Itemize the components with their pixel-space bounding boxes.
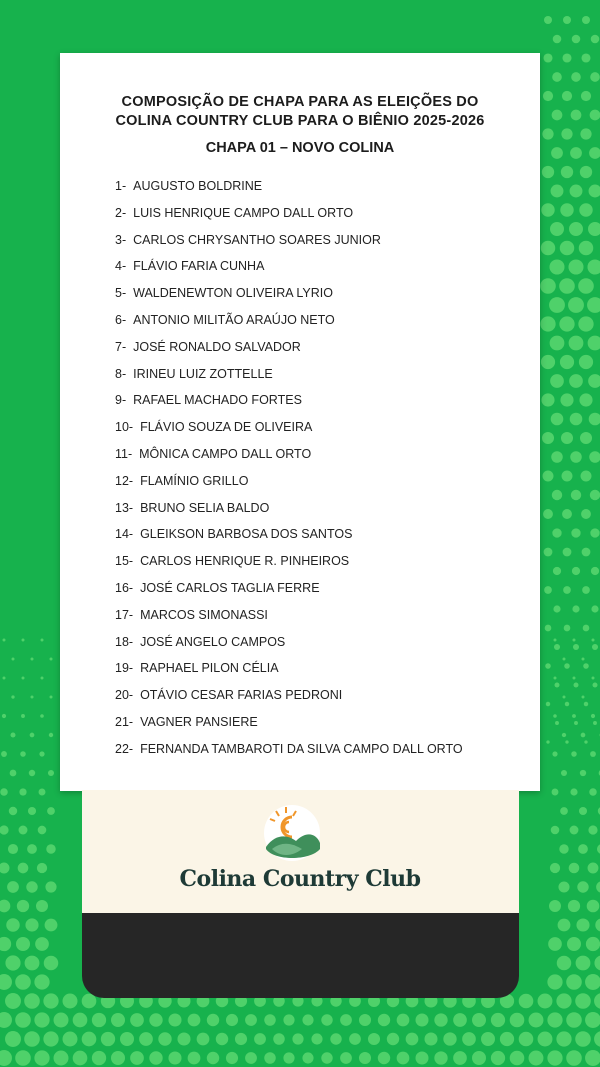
member-number: 19- xyxy=(115,661,134,676)
member-list-item xyxy=(115,420,312,434)
member-name: FERNANDA TAMBAROTI DA SILVA CAMPO DALL ORTO xyxy=(140,741,463,756)
dark-bottom-bar xyxy=(82,913,519,998)
member-name: LUIS HENRIQUE CAMPO DALL ORTO xyxy=(133,205,354,220)
member-number: 16- xyxy=(115,581,134,595)
member-number: 21- xyxy=(115,715,134,729)
title-line-1: COMPOSIÇÃO DE CHAPA PARA AS ELEIÇÕES DO xyxy=(121,94,479,110)
member-list-item xyxy=(115,608,268,622)
member-list-item xyxy=(115,286,333,300)
member-number: 18- xyxy=(115,634,134,649)
member-name: RAPHAEL PILON CÉLIA xyxy=(140,661,279,676)
member-list-item xyxy=(115,742,463,756)
member-list-item xyxy=(115,340,301,354)
member-list-item xyxy=(115,206,353,220)
member-list-item xyxy=(115,715,258,729)
member-list-item xyxy=(115,259,264,273)
member-number: 2- xyxy=(115,205,127,220)
member-number: 13- xyxy=(115,500,134,515)
member-number: 14- xyxy=(115,527,134,542)
member-name: IRINEU LUIZ ZOTTELLE xyxy=(133,366,273,381)
member-number: 15- xyxy=(115,554,134,569)
member-number: 3- xyxy=(115,232,127,247)
member-name: FLAMÍNIO GRILLO xyxy=(140,473,249,488)
member-number: 12- xyxy=(115,473,134,488)
member-number: 5- xyxy=(115,286,127,301)
member-number: 22- xyxy=(115,741,134,756)
member-number: 11- xyxy=(115,447,133,461)
member-list-item xyxy=(115,393,302,407)
member-list-item xyxy=(115,447,311,461)
member-number: 20- xyxy=(115,688,134,703)
member-list-item xyxy=(115,313,335,327)
sun-hills-logo-icon xyxy=(262,803,338,861)
member-number: 6- xyxy=(115,313,127,327)
document-title xyxy=(90,93,510,131)
member-list-item xyxy=(115,688,342,702)
member-number: 9- xyxy=(115,393,127,408)
member-number: 10- xyxy=(115,420,134,435)
brand-name: Colina Country Club xyxy=(179,866,421,892)
member-list-item xyxy=(115,635,285,649)
member-list-item xyxy=(115,179,262,193)
member-name: MARCOS SIMONASSI xyxy=(140,607,268,622)
title-line-2: COLINA COUNTRY CLUB PARA O BIÊNIO 2025-2026 xyxy=(115,113,485,129)
member-name: CARLOS CHRYSANTHO SOARES JUNIOR xyxy=(133,232,381,247)
member-name: OTÁVIO CESAR FARIAS PEDRONI xyxy=(140,688,343,703)
member-list-item xyxy=(115,527,352,541)
member-name: JOSÉ ANGELO CAMPOS xyxy=(140,634,286,649)
member-name: GLEIKSON BARBOSA DOS SANTOS xyxy=(140,527,353,542)
member-name: JOSÉ RONALDO SALVADOR xyxy=(133,339,301,354)
member-number: 8- xyxy=(115,366,127,381)
member-name: JOSÉ CARLOS TAGLIA FERRE xyxy=(140,581,320,595)
member-list-item xyxy=(115,581,320,595)
member-number: 7- xyxy=(115,339,127,354)
member-name: BRUNO SELIA BALDO xyxy=(140,500,270,515)
member-list-item xyxy=(115,474,248,488)
member-name: VAGNER PANSIERE xyxy=(140,715,258,729)
member-name: CARLOS HENRIQUE R. PINHEIROS xyxy=(140,554,350,569)
member-number: 17- xyxy=(115,607,134,622)
member-name: ANTONIO MILITÃO ARAÚJO NETO xyxy=(133,313,335,327)
member-list-item xyxy=(115,554,349,568)
member-number: 4- xyxy=(115,259,127,274)
slate-subtitle: CHAPA 01 – NOVO COLINA xyxy=(205,140,395,156)
member-number: 1- xyxy=(115,179,127,193)
member-name: AUGUSTO BOLDRINE xyxy=(133,179,263,193)
member-list-item xyxy=(115,661,279,675)
election-slate-document xyxy=(60,53,540,791)
member-list-item xyxy=(115,501,269,515)
member-name: FLÁVIO FARIA CUNHA xyxy=(133,259,265,274)
member-name: MÔNICA CAMPO DALL ORTO xyxy=(139,447,312,461)
member-list-item xyxy=(115,367,273,381)
member-name: RAFAEL MACHADO FORTES xyxy=(133,393,302,408)
member-name: FLÁVIO SOUZA DE OLIVEIRA xyxy=(140,420,313,435)
member-name: WALDENEWTON OLIVEIRA LYRIO xyxy=(133,286,333,301)
member-list-item xyxy=(115,233,381,247)
